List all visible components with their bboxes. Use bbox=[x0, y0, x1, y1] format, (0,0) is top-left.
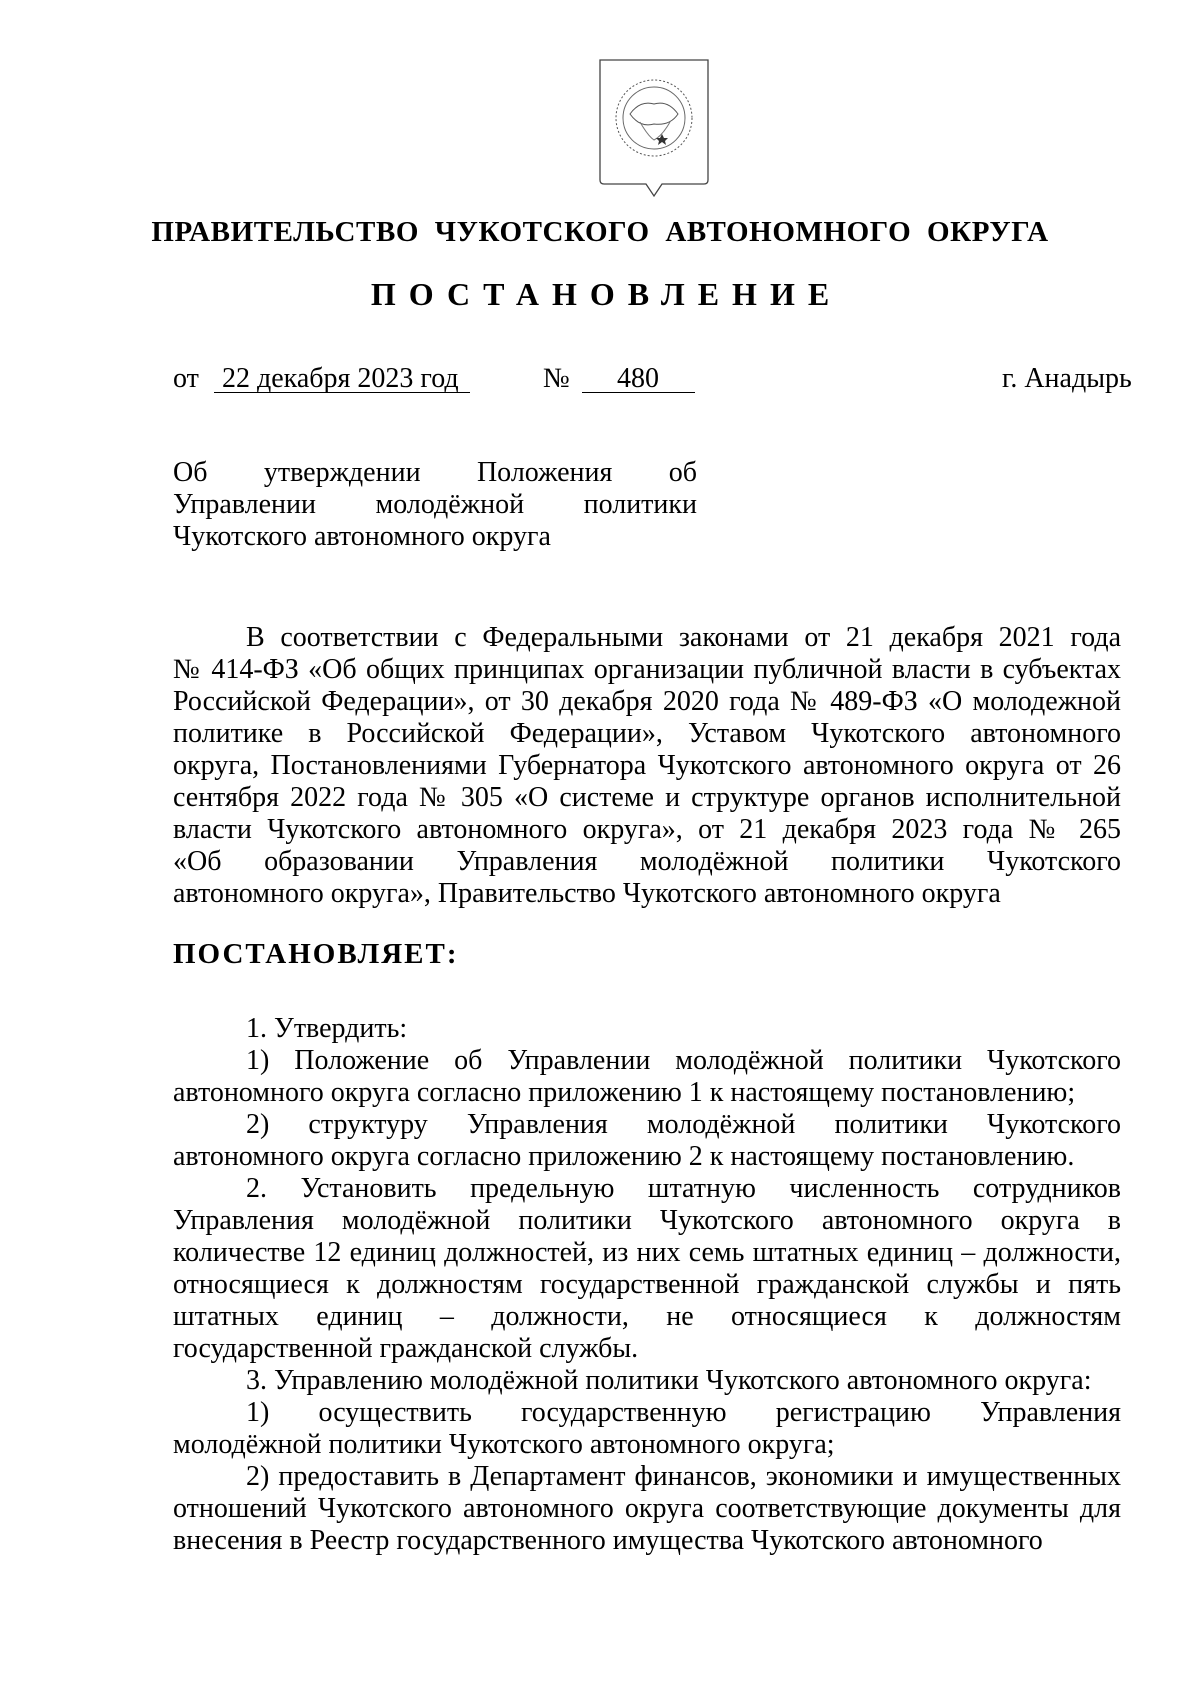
item-line: 1) Положение об Управлении молодёжной политики Чукотского bbox=[246, 1045, 1121, 1076]
title-line: Чукотского автономного округа bbox=[173, 521, 551, 552]
title-line: Управлении молодёжной политики bbox=[173, 489, 697, 520]
preamble-line: В соответствии с Федеральными законами от 21 декабря 2021 года bbox=[246, 622, 1121, 653]
coat-of-arms-emblem bbox=[596, 56, 712, 206]
item-line: внесения в Реестр государственного имущества Чукотского автономного bbox=[173, 1525, 1043, 1556]
item-line: количестве 12 единиц должностей, из них семь штатных единиц – должности, bbox=[173, 1237, 1121, 1268]
item-line: Управления молодёжной политики Чукотского автономного округа в bbox=[173, 1205, 1121, 1236]
date-underline bbox=[214, 392, 470, 393]
document-city: г. Анадырь bbox=[1002, 363, 1132, 394]
preamble-line: округа, Постановлениями Губернатора Чукотского автономного округа от 26 bbox=[173, 750, 1121, 781]
document-date: 22 декабря 2023 год bbox=[222, 363, 459, 394]
item-line: 3. Управлению молодёжной политики Чукотского автономного округа: bbox=[246, 1365, 1092, 1396]
item-line: 2) структуру Управления молодёжной политики Чукотского bbox=[246, 1109, 1121, 1140]
item-line: 1) осуществить государственную регистрацию Управления bbox=[246, 1397, 1121, 1428]
number-underline bbox=[582, 392, 695, 393]
item-line: автономного округа согласно приложению 1 к настоящему постановлению; bbox=[173, 1077, 1076, 1108]
date-prefix: от bbox=[173, 363, 199, 394]
preamble-line: Российской Федерации», от 30 декабря 2020 года № 489-ФЗ «О молодежной bbox=[173, 686, 1121, 717]
item-line: 1. Утвердить: bbox=[246, 1013, 408, 1044]
preamble-line: автономного округа», Правительство Чукотского автономного округа bbox=[173, 878, 1001, 909]
title-line: Об утверждении Положения об bbox=[173, 457, 697, 488]
resolves-heading: ПОСТАНОВЛЯЕТ: bbox=[173, 938, 459, 970]
document-title bbox=[173, 457, 697, 553]
preamble bbox=[173, 622, 1121, 910]
item-line: штатных единиц – должности, не относящиеся к должностям bbox=[173, 1301, 1121, 1332]
item-line: 2) предоставить в Департамент финансов, экономики и имущественных bbox=[246, 1461, 1121, 1492]
preamble-line: сентября 2022 года № 305 «О системе и структуре органов исполнительной bbox=[173, 782, 1121, 813]
item-line: 2. Установить предельную штатную численность сотрудников bbox=[246, 1173, 1121, 1204]
number-prefix: № bbox=[543, 363, 570, 394]
decree-items bbox=[173, 1013, 1121, 1557]
government-name: ПРАВИТЕЛЬСТВО ЧУКОТСКОГО АВТОНОМНОГО ОКРУГА bbox=[151, 216, 1049, 248]
item-line: молодёжной политики Чукотского автономного округа; bbox=[173, 1429, 835, 1460]
preamble-line: «Об образовании Управления молодёжной политики Чукотского bbox=[173, 846, 1121, 877]
item-line: относящиеся к должностям государственной гражданской службы и пять bbox=[173, 1269, 1121, 1300]
item-line: автономного округа согласно приложению 2 к настоящему постановлению. bbox=[173, 1141, 1075, 1172]
item-line: отношений Чукотского автономного округа соответствующие документы для bbox=[173, 1493, 1121, 1524]
document-type: ПОСТАНОВЛЕНИЕ bbox=[370, 276, 843, 312]
document-number: 480 bbox=[617, 363, 659, 394]
preamble-line: № 414-ФЗ «Об общих принципах организации публичной власти в субъектах bbox=[173, 654, 1121, 685]
item-line: государственной гражданской службы. bbox=[173, 1333, 639, 1364]
preamble-line: политике в Российской Федерации», Уставом Чукотского автономного bbox=[173, 718, 1121, 749]
preamble-line: власти Чукотского автономного округа», от 21 декабря 2023 года № 265 bbox=[173, 814, 1121, 845]
